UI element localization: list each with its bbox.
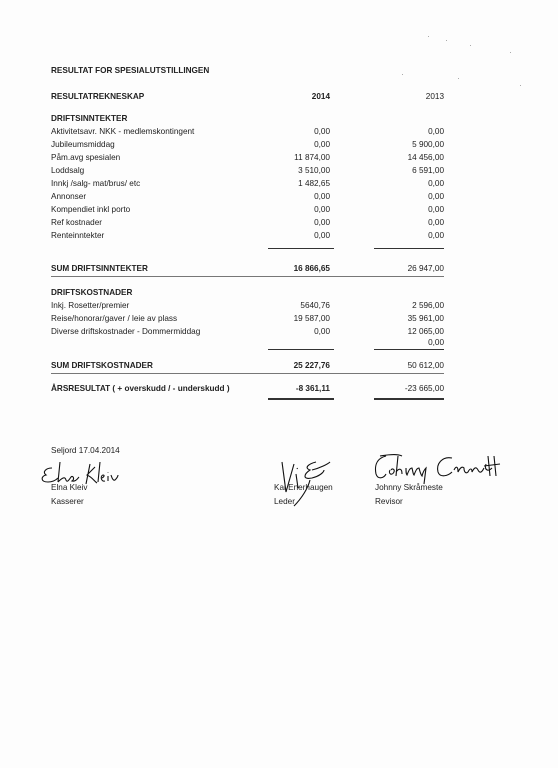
statement-heading: RESULTATREKNESKAP [51,92,145,101]
income-row-label: Ref kostnader [51,218,102,227]
income-row-2013: 0,00 [428,231,444,240]
signer-role: Leder [274,497,295,506]
subtotal-rule [268,248,334,249]
subtotal-rule [374,248,444,249]
income-sum-2013: 26 947,00 [407,264,444,273]
income-row-label: Påm.avg spesialen [51,153,121,162]
expense-row-label: Diverse driftskostnader - Dommermiddag [51,327,201,336]
place-and-date: Seljord 17.04.2014 [51,446,120,455]
income-row-2014: 0,00 [314,231,330,240]
income-row-label: Loddsalg [51,166,85,175]
scan-speck [510,52,511,53]
income-row-2013: 14 456,00 [407,153,444,162]
year-current-header: 2014 [311,92,330,101]
scan-speck [428,36,429,37]
signer-name: Elna Kleiv [51,483,88,492]
year-previous-header: 2013 [425,92,444,101]
signer-name: Kai Enerhaugen [274,483,333,492]
sum-underline [51,276,444,277]
income-row-2014: 0,00 [314,127,330,136]
income-row-label: Jubileumsmiddag [51,140,115,149]
expense-sum-2014: 25 227,76 [293,361,330,370]
expense-heading: DRIFTSKOSTNADER [51,288,133,297]
signer-role: Kasserer [51,497,84,506]
income-row-2014: 3 510,00 [298,166,330,175]
income-row-2013: 0,00 [428,192,444,201]
income-row-2013: 0,00 [428,179,444,188]
income-sum-2014: 16 866,65 [293,264,330,273]
income-row-2013: 6 591,00 [412,166,444,175]
income-row-label: Annonser [51,192,87,201]
expense-row-2013: 35 961,00 [407,314,444,323]
scan-speck [520,85,521,86]
expense-sum-label: SUM DRIFTSKOSTNADER [51,361,153,370]
expense-row-label: Reise/honorar/gaver / leie av plass [51,314,178,323]
annual-result-label: ÅRSRESULTAT ( + overskudd / - underskudd ) [51,384,230,393]
income-row-2014: 11 874,00 [294,153,330,162]
signer-name: Johnny Skråmeste [375,483,443,492]
income-row-2013: 5 900,00 [412,140,444,149]
expense-sum-2013: 50 612,00 [407,361,444,370]
expense-row-2013: 12 065,00 [407,327,444,336]
sum-underline [51,373,444,374]
subtotal-rule [268,349,334,350]
income-row-label: Aktivitetsavr. NKK - medlemskontingent [51,127,195,136]
income-row-label: Innkj /salg- mat/brus/ etc [51,179,141,188]
scan-speck [402,74,403,75]
expense-row-2014: 19 587,00 [293,314,330,323]
report-title: RESULTAT FOR SPESIALUTSTILLINGEN [51,66,210,75]
income-row-label: Renteinntekter [51,231,105,240]
income-row-label: Kompendiet inkl porto [51,205,131,214]
subtotal-rule [374,349,444,350]
expense-row-2014: 0,00 [314,327,330,336]
result-double-rule [268,398,334,400]
income-row-2014: 0,00 [314,140,330,149]
scan-speck [458,78,459,79]
income-row-2014: 1 482,65 [298,179,330,188]
expense-row-2013: 2 596,00 [412,301,444,310]
income-row-2014: 0,00 [314,218,330,227]
income-row-2013: 0,00 [428,205,444,214]
income-row-2013: 0,00 [428,218,444,227]
annual-result-2013: -23 665,00 [404,384,444,393]
scan-speck [470,45,471,46]
income-row-2014: 0,00 [314,205,330,214]
income-row-2014: 0,00 [314,192,330,201]
expense-extra-2013: 0,00 [428,338,444,347]
signer-role: Revisor [375,497,403,506]
expense-row-label: Inkj. Rosetter/premier [51,301,130,310]
scan-speck [446,40,447,41]
annual-result-2014: -8 361,11 [295,384,330,393]
result-double-rule [374,398,444,400]
income-row-2013: 0,00 [428,127,444,136]
income-sum-label: SUM DRIFTSINNTEKTER [51,264,148,273]
income-heading: DRIFTSINNTEKTER [51,114,128,123]
expense-row-2014: 5640,76 [300,301,330,310]
